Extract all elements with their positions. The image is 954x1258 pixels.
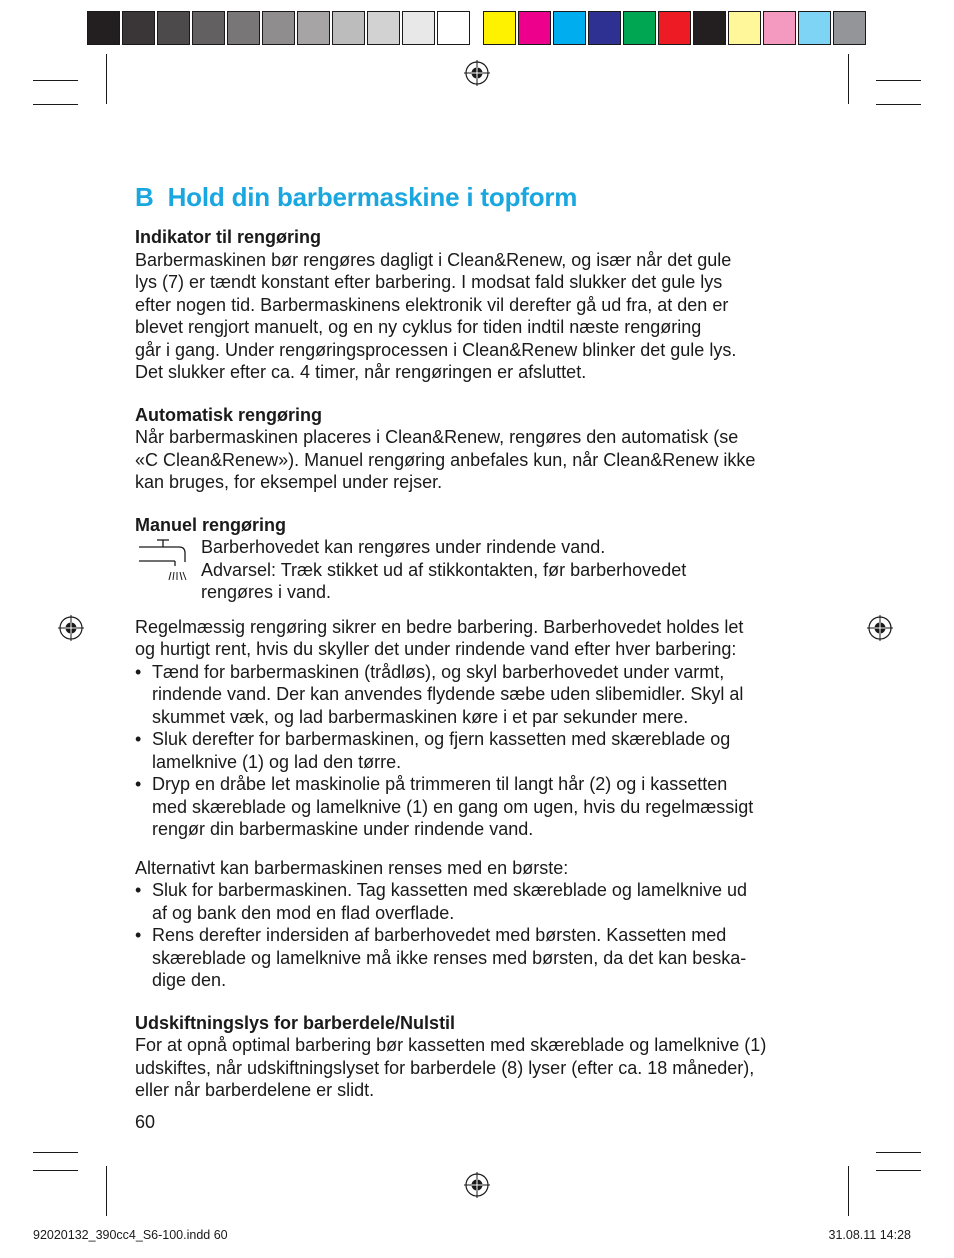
color-swatch: [483, 11, 516, 45]
crop-mark: [876, 1170, 921, 1171]
list-item: • Sluk for barbermaskinen. Tag kassetten med skæreblade og lamelknive ud af og bank den mod en flad overflade.: [135, 879, 825, 924]
color-swatch: [87, 11, 120, 45]
grayscale-calibration-bar: [87, 11, 472, 47]
color-swatch: [262, 11, 295, 45]
text-line: går i gang. Under rengøringsprocessen i Clean&Renew blinker det gule lys.: [135, 339, 737, 360]
section-heading: Indikator til rengøring: [135, 227, 322, 247]
text-line: For at opnå optimal barbering bør kassetten med skæreblade og lamelknive (1): [135, 1035, 767, 1055]
color-swatch: [763, 11, 796, 45]
text-line: blevet rengjort manuelt, og en ny cyklus for tiden indtil næste rengøring: [135, 317, 702, 337]
section-letter: B: [135, 182, 154, 212]
color-swatch: [798, 11, 831, 45]
warning-text: Advarsel: Træk stikket ud af stikkontakten, før barberhovedet: [201, 559, 687, 580]
section-udskiftning: [135, 1012, 825, 1102]
color-swatch: [192, 11, 225, 45]
section-manuel: [135, 514, 825, 992]
bullet-list: [135, 661, 825, 841]
text-line: og hurtigt rent, hvis du skyller det under rindende vand efter hver barbering:: [135, 639, 737, 659]
text-line: Barberhovedet kan rengøres under rindende vand.: [201, 537, 606, 557]
footer-timestamp: 31.08.11 14:28: [828, 1228, 911, 1242]
color-swatch: [437, 11, 470, 45]
text-line: eller når barberdelene er slidt.: [135, 1080, 375, 1100]
color-swatch: [297, 11, 330, 45]
crop-mark: [876, 104, 921, 105]
text-line: efter nogen tid. Barbermaskinens elektronik vil derefter gå ud fra, at den er: [135, 294, 729, 315]
registration-mark-icon: [464, 1172, 490, 1198]
color-swatch: [658, 11, 691, 45]
text-line: udskiftes, når udskiftningslyset for barberdele (8) lyser (efter ca. 18 måneder),: [135, 1057, 755, 1078]
text-line: rengøres i vand.: [201, 582, 332, 602]
title-text: Hold din barbermaskine i topform: [167, 182, 578, 212]
section-indikator: [135, 226, 825, 384]
section-automatisk: [135, 404, 825, 494]
footer-file-info: 92020132_390cc4_S6-100.indd 60: [33, 1228, 228, 1242]
bullet-list: [135, 879, 825, 992]
text-line: lys (7) er tændt konstant efter barbering. I modsat fald slukker det gule lys: [135, 272, 723, 292]
crop-mark: [106, 54, 107, 104]
color-swatch: [122, 11, 155, 45]
registration-mark-icon: [464, 60, 490, 86]
text-line: Det slukker efter ca. 4 timer, når rengøringen er afsluttet.: [135, 362, 587, 382]
text-line: Når barbermaskinen placeres i Clean&Renew, rengøres den automatisk (se: [135, 427, 739, 447]
crop-mark: [876, 80, 921, 81]
color-swatch: [553, 11, 586, 45]
registration-mark-icon: [867, 615, 893, 641]
water-tap-icon: [135, 536, 195, 586]
crop-mark: [33, 104, 78, 105]
page-number: 60: [135, 1112, 156, 1132]
text-line: Barbermaskinen bør rengøres dagligt i Clean&Renew, og især når det gule: [135, 249, 732, 270]
crop-mark: [33, 80, 78, 81]
registration-mark-icon: [58, 615, 84, 641]
section-heading: Manuel rengøring: [135, 514, 287, 535]
color-swatch: [693, 11, 726, 45]
list-item: • Sluk derefter for barbermaskinen, og fjern kassetten med skæreblade og lamelknive (1) og lad den tørre.: [135, 728, 825, 773]
text-line: kan bruges, for eksempel under rejser.: [135, 472, 443, 492]
page-content: [135, 178, 825, 1102]
crop-mark: [848, 54, 849, 104]
text-line: «C Clean&Renew»). Manuel rengøring anbefales kun, når Clean&Renew ikke: [135, 449, 756, 470]
tap-instruction: [135, 536, 825, 604]
crop-mark: [106, 1166, 107, 1216]
list-item: • Tænd for barbermaskinen (trådløs), og skyl barberhovedet under varmt, rindende vand. Der kan anvendes flydende sæbe uden slibemidler. Skyl al skummet væk, og lad barbermaskinen køre i et par sekunder mere.: [135, 661, 825, 729]
color-swatch: [332, 11, 365, 45]
text-line: Alternativt kan barbermaskinen renses med en børste:: [135, 857, 569, 878]
color-calibration-bar: [483, 11, 868, 47]
color-swatch: [623, 11, 656, 45]
color-swatch: [728, 11, 761, 45]
color-swatch: [588, 11, 621, 45]
color-swatch: [227, 11, 260, 45]
crop-mark: [33, 1152, 78, 1153]
text-line: Regelmæssig rengøring sikrer en bedre barbering. Barberhovedet holdes let: [135, 616, 744, 637]
page-title: [135, 178, 825, 216]
crop-mark: [848, 1166, 849, 1216]
color-swatch: [518, 11, 551, 45]
crop-mark: [33, 1170, 78, 1171]
color-swatch: [367, 11, 400, 45]
list-item: • Rens derefter indersiden af barberhovedet med børsten. Kassetten med skæreblade og lamelknive må ikke renses med børsten, da det kan beska- dige den.: [135, 924, 825, 992]
section-heading: Udskiftningslys for barberdele/Nulstil: [135, 1012, 456, 1033]
section-heading: Automatisk rengøring: [135, 404, 323, 425]
list-item: • Dryp en dråbe let maskinolie på trimmeren til langt hår (2) og i kassetten med skæreblade og lamelknive (1) en gang om ugen, hvis du regelmæssigt rengør din barbermaskine under rindende vand.: [135, 773, 825, 841]
color-swatch: [157, 11, 190, 45]
color-swatch: [402, 11, 435, 45]
color-swatch: [833, 11, 866, 45]
crop-mark: [876, 1152, 921, 1153]
